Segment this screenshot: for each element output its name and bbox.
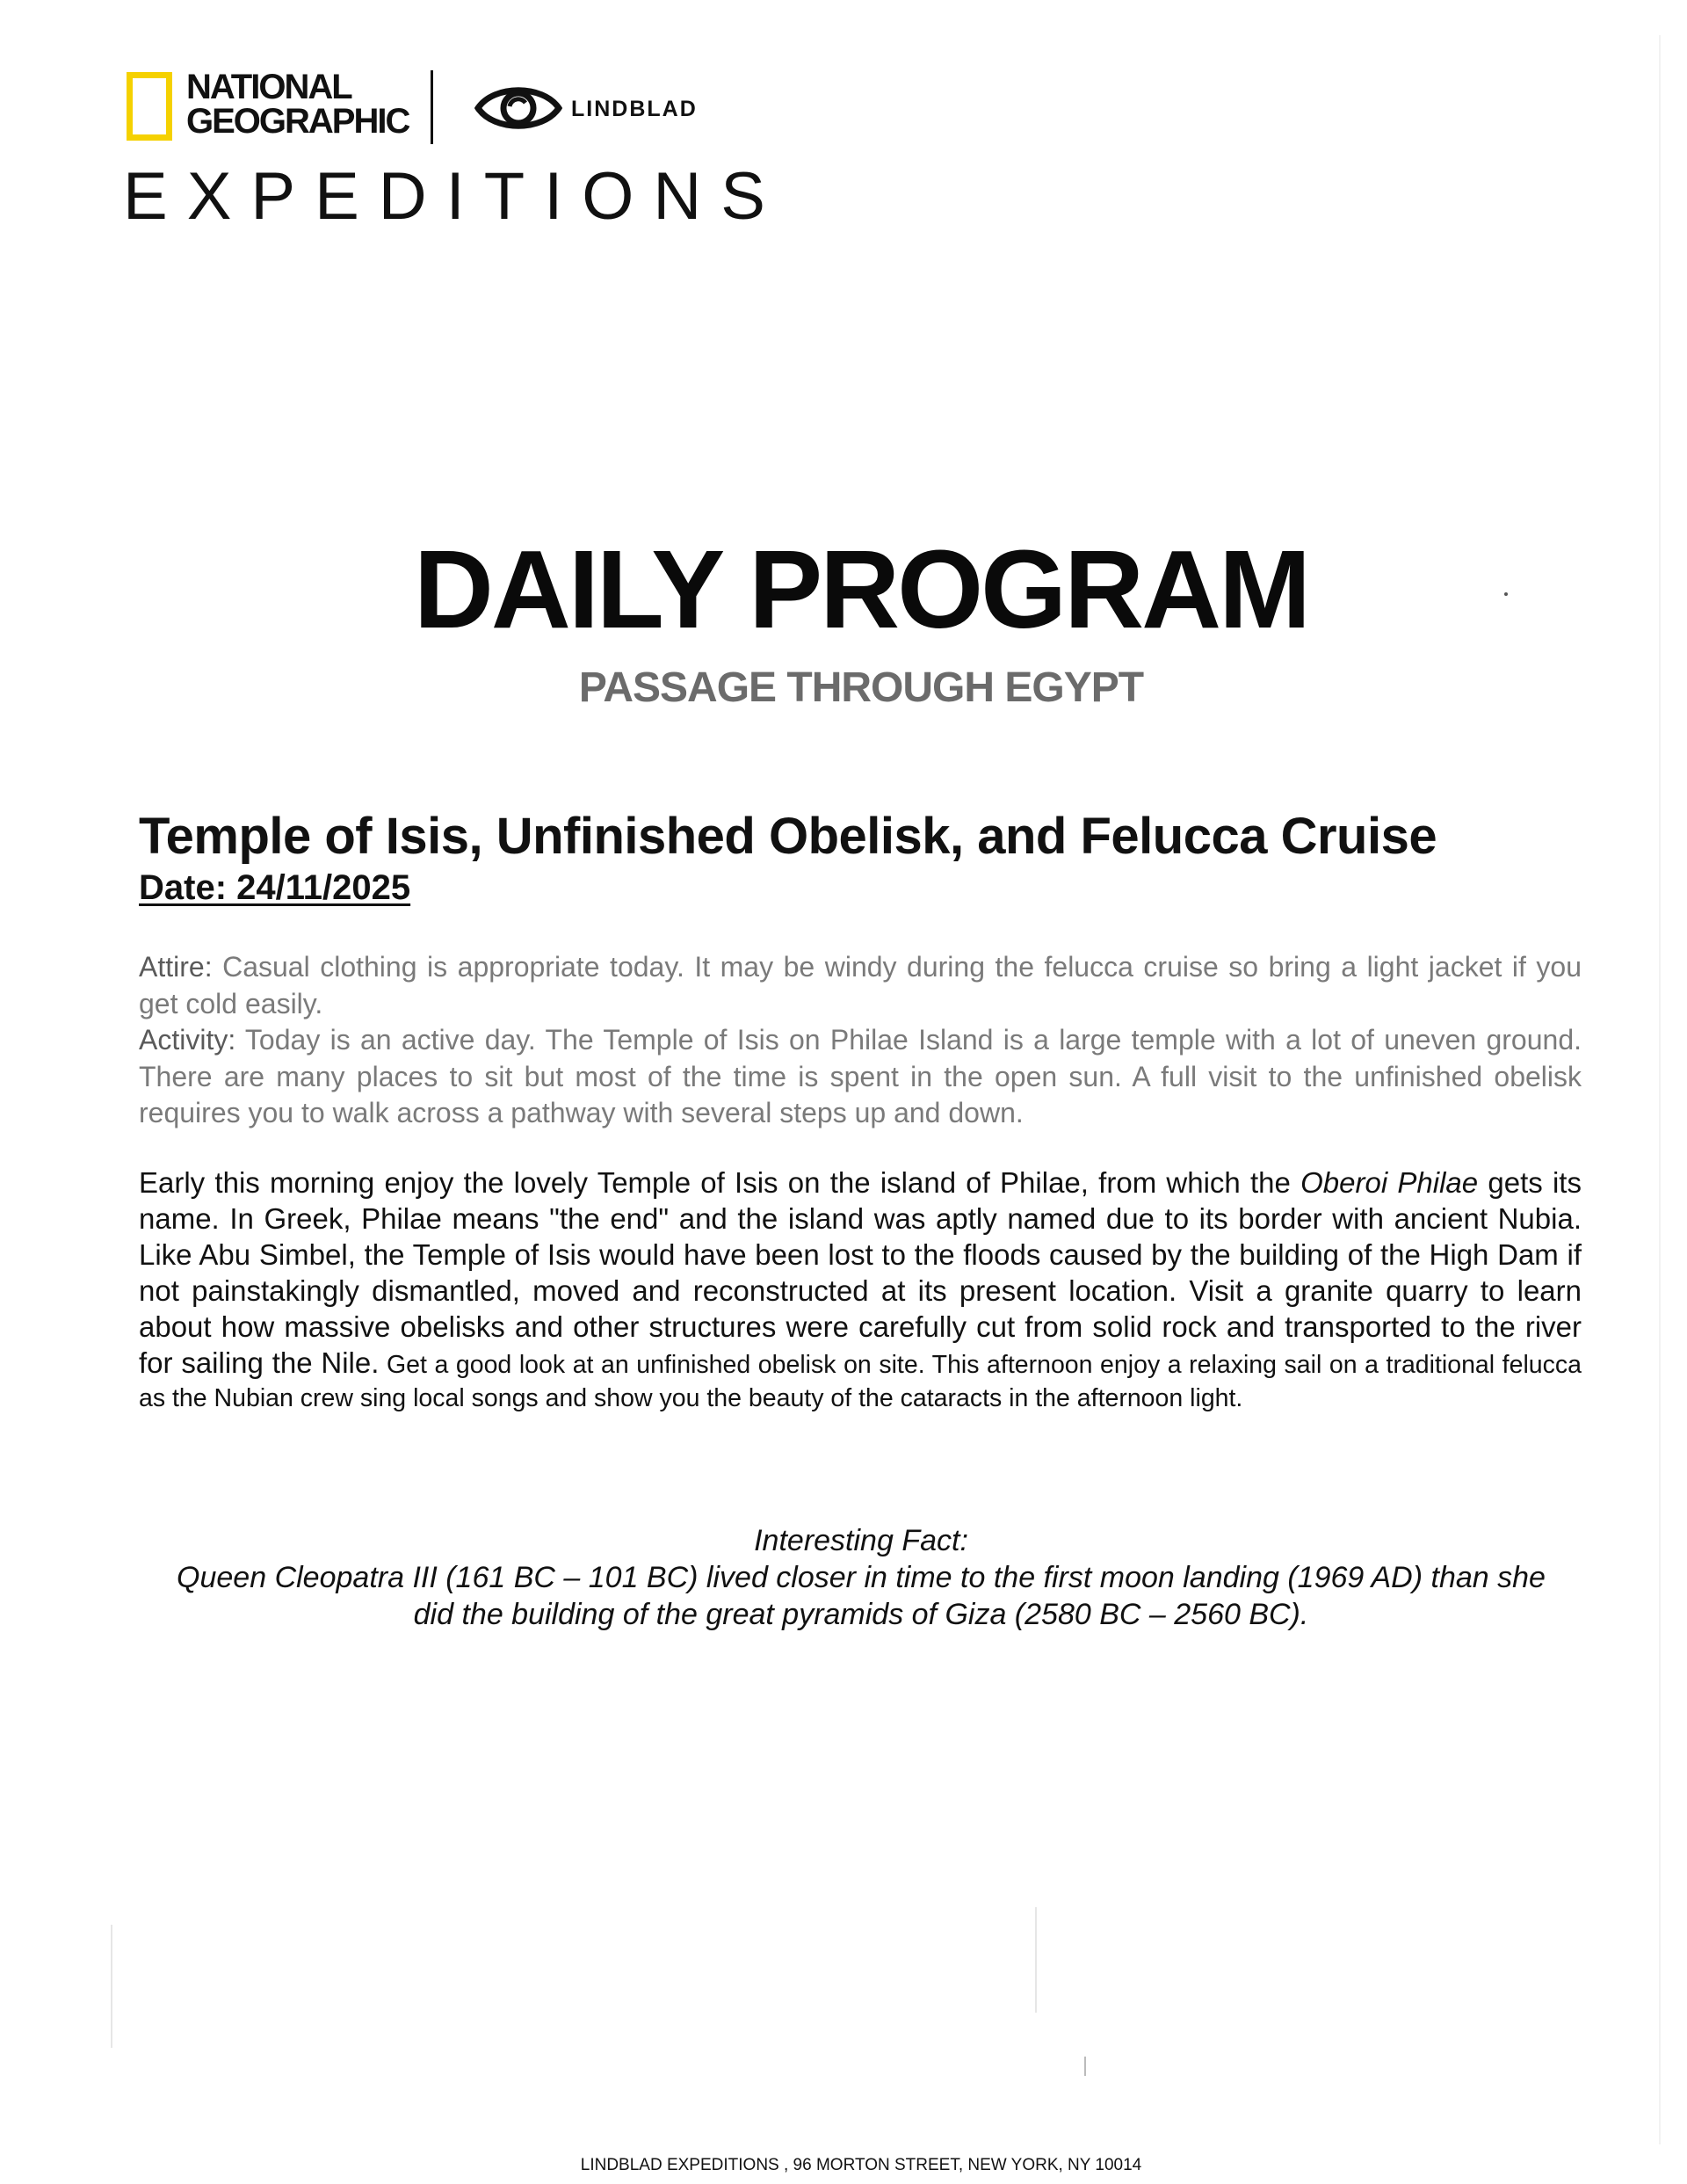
scan-mark — [1035, 1907, 1037, 2013]
attire-activity-block — [139, 949, 1582, 1132]
ng-logo-line2: GEOGRAPHIC — [186, 102, 409, 141]
fact-heading: Interesting Fact: — [754, 1524, 968, 1557]
national-geographic-yellow-frame-icon — [127, 72, 172, 141]
attire-label: Attire: — [139, 951, 213, 983]
scan-mark — [111, 1925, 112, 2048]
national-geographic-logo — [186, 70, 409, 139]
description-paragraph — [139, 1165, 1582, 1415]
day-title: Temple of Isis, Unfinished Obelisk, and Felucca Cruise — [139, 808, 1437, 865]
attire-paragraph — [139, 949, 1582, 1022]
footer-address: LINDBLAD EXPEDITIONS , 96 MORTON STREET, NEW YORK, NY 10014 — [580, 2156, 1142, 2174]
interesting-fact — [149, 1522, 1573, 1633]
description-part2: gets its name. In Greek, Philae means "the end" and the island was aptly named due to its border with ancient Nubia. Like Abu Simbel, the Temple of Isis would have been lost to the floods caused by the building of the High Dam if not painstakingly dismantled, moved and reconstructed at its present location. Visit a granite quarry to learn about how massive obelisks and other structures were carefully cut from solid rock and transported to the river for sailing the Nile. — [139, 1166, 1582, 1379]
description-part3: Get a good look at an unfinished obelisk on site. This afternoon enjoy a relaxing sail on a traditional felucca as the Nubian crew sing local songs and show you the beauty of the cataracts in the afternoon light. — [139, 1351, 1582, 1412]
scan-mark — [1084, 2057, 1086, 2076]
activity-label: Activity: — [139, 1024, 236, 1056]
fact-line1: Queen Cleopatra III (161 BC – 101 BC) lived closer in time to the first moon landing (1969 AD) than she — [177, 1561, 1546, 1594]
scan-edge — [1659, 35, 1661, 2144]
scan-speck — [1504, 592, 1508, 596]
lindblad-eye-icon — [474, 79, 562, 137]
page-title: DAILY PROGRAM — [413, 527, 1309, 651]
activity-text: Today is an active day. The Temple of Isis on Philae Island is a large temple with a lot of uneven ground. There are many places to sit but most of the time is spent in the open sun. A full visit to the unfinished obelisk requires you to walk across a pathway with several steps up and down. — [139, 1024, 1582, 1128]
page-subtitle: PASSAGE THROUGH EGYPT — [578, 664, 1144, 711]
ng-logo-line1: NATIONAL — [186, 68, 351, 106]
fact-line2: did the building of the great pyramids of Giza (2580 BC – 2560 BC). — [413, 1598, 1309, 1631]
description-part1: Early this morning enjoy the lovely Temple of Isis on the island of Philae, from which the — [139, 1166, 1301, 1199]
activity-paragraph — [139, 1022, 1582, 1132]
logo-divider — [431, 70, 433, 144]
expeditions-logo-text: EXPEDITIONS — [123, 159, 785, 234]
day-date: Date: 24/11/2025 — [139, 868, 411, 907]
attire-text: Casual clothing is appropriate today. It may be windy during the felucca cruise so bring a light jacket if you get cold easily. — [139, 951, 1582, 1019]
description-ship-name: Oberoi Philae — [1300, 1166, 1479, 1199]
lindblad-logo-text: LINDBLAD — [571, 97, 698, 121]
